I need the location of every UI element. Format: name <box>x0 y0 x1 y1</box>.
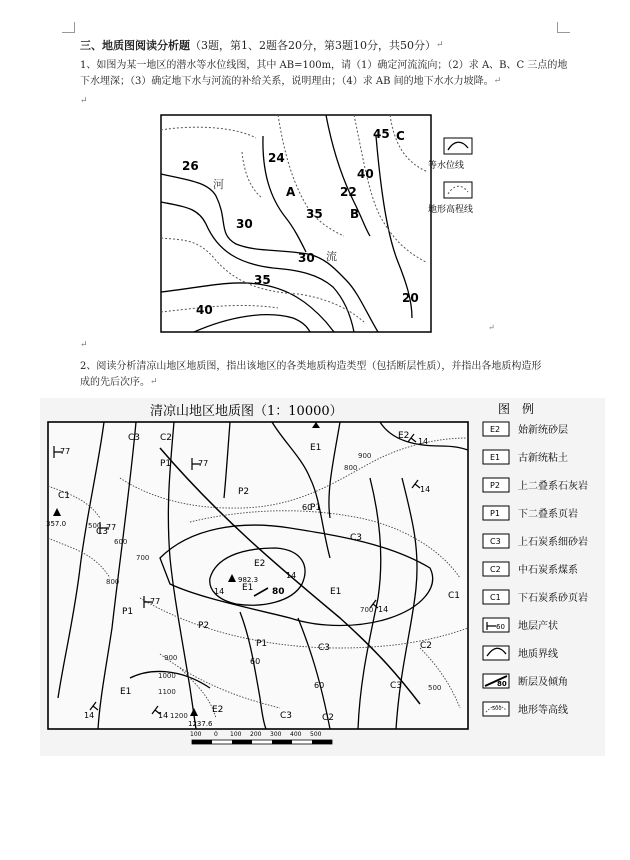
map-shape <box>192 740 332 744</box>
crop-mark-top-right <box>557 22 570 33</box>
map-text: 500 <box>492 706 502 712</box>
unit-label: E1 <box>330 587 342 597</box>
river-char-he: 河 <box>213 178 224 191</box>
legend-title: 图 例 <box>498 402 535 416</box>
contour-value: 600 <box>114 538 128 546</box>
unit-label: C2 <box>322 713 335 723</box>
question-1-line-1: 1、如图为某一地区的潜水等水位线图，其中 AB=100m，请（1）确定河流流向；（2）求 A、B、C 三点的地 <box>80 60 568 71</box>
unit-label: C3 <box>350 533 363 543</box>
map-text: 300 <box>270 731 282 738</box>
map-text: 下石炭系砂页岩 <box>518 593 588 604</box>
map-text: 400 <box>290 731 302 738</box>
section-title-note: （3题，第1、2题各20分，第3题10分，共50分） <box>190 39 436 52</box>
dip-label: 14 <box>420 485 431 494</box>
scale-bar <box>192 740 332 744</box>
legend-terrain-label: 地形高程线 <box>428 205 474 215</box>
dip-label: 14 <box>418 437 429 446</box>
contour-value: 700 <box>136 554 150 562</box>
dip-label: 77 <box>106 523 117 532</box>
peak-label: 357.0 <box>46 520 67 528</box>
unit-label: E2 <box>398 431 410 441</box>
map-text: 地形等高线 <box>518 705 568 716</box>
dip-label: 14 <box>84 711 95 720</box>
map-text: P1 <box>490 509 500 518</box>
unit-label: C1 <box>58 491 71 501</box>
contour-value: 1000 <box>158 672 176 680</box>
peak-label: 982.3 <box>238 576 259 584</box>
unit-label: P2 <box>198 621 210 631</box>
unit-label: P1 <box>310 503 322 513</box>
contour-label: 20 <box>402 291 419 305</box>
map-shape <box>312 740 332 744</box>
document-page: 三、地质图阅读分析题（3题，第1、2题各20分，第3题10分，共50分） ↵ 1、如图为某一地区的潜水等水位线图，其中 AB=100m，请（1）确定河流流向；（2）求 A、B、C 三点的地 下水埋深；（3）确定地下水与河流的补给关系，说明理由；（4）求 AB 间的地下水水力坡降。 ↵ ↵ 26 24 45 C 40 A 22 30 35 B 30 35 20 40 河 流 等水位线 地形高程线 ↵ ↵ 2、阅读分析清凉山地区地质图，指出该地区的各类地质构造类型（包括断层性质），并指出各地质构造形 成的先后次序。 ↵ 清凉山地区地质图（1：10000） C3 P1 C2 E1 E2 C1 P2 P1 C3 E2 E1 E1 P1 P2 P1 C3 E1 E2 C3 C2 C3 C3 C2 C1 77 77 77 77 14 14 60 14 14 14 60 60 14 14 900 800 500 600 700 800 700 900 1000 1100 1200 500 80 357.0 982.3 1237.6 100 0 100 200 300 400 500 图 例 E2 始新统砂层 E1 古新统粘土 P2 上二叠系石灰岩 P1 下二叠系页岩 C3 上石炭系细砂岩 C2 中石炭系煤系 C1 下石炭系砂页岩 60 地层产状 地质界线 80 断层及倾角 500 地形等高线 <box>0 0 630 860</box>
section-heading: 三、地质图阅读分析题（3题，第1、2题各20分，第3题10分，共50分） ↵ <box>80 39 444 52</box>
map-text: 地质界线 <box>518 649 558 660</box>
question-2-line-2: 成的先后次序。 ↵ <box>80 377 158 388</box>
unit-label: C2 <box>420 641 433 651</box>
map-shape <box>272 740 292 744</box>
map-text: 80 <box>497 680 507 688</box>
dip-label: 77 <box>60 447 71 456</box>
contour-label: 35 <box>306 207 323 221</box>
unit-label: E2 <box>212 705 224 715</box>
section-title: 三、地质图阅读分析题 <box>80 39 190 52</box>
geologic-map-title: 清凉山地区地质图（1：10000） <box>150 404 343 419</box>
legend-water-swatch <box>444 138 472 154</box>
contour-value: 900 <box>358 452 372 460</box>
unit-label: C3 <box>280 711 293 721</box>
contour-value: 700 <box>360 606 374 614</box>
question-1-text: 下水埋深；（3）确定地下水与河流的补给关系，说明理由；（4）求 AB 间的地下水水力坡降。 <box>80 76 494 87</box>
map-text: 地层产状 <box>518 621 558 632</box>
map-text: 断层及倾角 <box>518 677 568 688</box>
contour-label: 40 <box>196 303 213 317</box>
contour-label: 22 <box>340 185 357 199</box>
geologic-map <box>40 398 605 756</box>
contour-value: 500 <box>88 522 102 530</box>
question-2-line-1: 2、阅读分析清凉山地区地质图，指出该地区的各类地质构造类型（包括断层性质），并指出各地质构造形 <box>80 361 542 372</box>
map-text: 中石炭系煤系 <box>518 565 578 576</box>
dip-label: 14 <box>158 711 169 720</box>
unit-label: C3 <box>390 681 403 691</box>
dip-label: 60 <box>250 657 261 666</box>
dip-label: 60 <box>302 503 313 512</box>
map-text: 100 <box>230 731 242 738</box>
unit-label: E1 <box>310 443 322 453</box>
peak-label: 1237.6 <box>188 720 213 728</box>
unit-label: E2 <box>254 559 266 569</box>
crop-mark-top-left <box>62 22 75 33</box>
contour-label: 30 <box>298 251 315 265</box>
dip-label: 60 <box>314 681 325 690</box>
unit-label: P2 <box>238 487 250 497</box>
map-text: C1 <box>490 593 501 602</box>
dip-label: 14 <box>378 605 389 614</box>
contour-label: 45 <box>373 127 390 141</box>
point-label-b: B <box>350 207 360 221</box>
map-text: 100 <box>190 731 202 738</box>
legend-terrain-swatch <box>444 182 472 198</box>
unit-label: P1 <box>160 459 172 469</box>
map-text: 60 <box>496 623 505 631</box>
question-1-line-2: 下水埋深；（3）确定地下水与河流的补给关系，说明理由；（4）求 AB 间的地下水水力坡降。 ↵ <box>80 76 502 87</box>
contour-value: 800 <box>344 464 358 472</box>
unit-label: E1 <box>242 583 254 593</box>
map-text: E2 <box>490 425 501 434</box>
map-text: 上石炭系细砂岩 <box>518 537 588 548</box>
map-text: 上二叠系石灰岩 <box>518 481 588 492</box>
unit-label: C2 <box>160 433 173 443</box>
unit-label: C1 <box>448 591 461 601</box>
map-text: 200 <box>250 731 262 738</box>
question-2-text: 成的先后次序。 <box>80 377 150 388</box>
unit-label: E1 <box>120 687 132 697</box>
contour-label: 24 <box>268 151 285 165</box>
unit-label: P1 <box>122 607 134 617</box>
dip-label: 77 <box>150 597 161 606</box>
map-shape <box>232 740 252 744</box>
contour-value: 500 <box>428 684 442 692</box>
map-frame <box>161 115 431 332</box>
contour-label: 35 <box>254 273 271 287</box>
dip-label: 77 <box>198 459 209 468</box>
map-text: 古新统粘土 <box>518 453 568 464</box>
river-char-liu: 流 <box>326 250 337 263</box>
contour-label: 40 <box>357 167 374 181</box>
map-text: P2 <box>490 481 500 490</box>
point-label-a: A <box>286 185 296 199</box>
map-shape <box>192 740 212 744</box>
point-label-c: C <box>396 129 405 143</box>
map-text: 始新统砂层 <box>518 425 568 436</box>
unit-label: P1 <box>256 639 268 649</box>
map-text: C3 <box>490 537 501 546</box>
map-text: 0 <box>214 731 218 738</box>
fault-dip-label: 80 <box>272 587 285 597</box>
map-text: C2 <box>490 565 501 574</box>
unit-label: C3 <box>318 643 331 653</box>
contour-value: 1100 <box>158 688 176 696</box>
unit-label: C3 <box>96 527 109 537</box>
map-text: E1 <box>490 453 501 462</box>
contour-label: 30 <box>236 217 253 231</box>
water-table-map <box>158 112 498 338</box>
contour-value: 900 <box>164 654 178 662</box>
map-text: 下二叠系页岩 <box>518 509 578 520</box>
dip-label: 14 <box>286 571 297 580</box>
legend-water-label: 等水位线 <box>428 161 465 171</box>
contour-value: 800 <box>106 578 120 586</box>
dip-label: 14 <box>214 587 225 596</box>
contour-value: 1200 <box>170 712 188 720</box>
map-text: 500 <box>310 731 322 738</box>
contour-label: 26 <box>182 159 199 173</box>
map-text: ↵ <box>488 323 495 332</box>
unit-label: C3 <box>128 433 141 443</box>
